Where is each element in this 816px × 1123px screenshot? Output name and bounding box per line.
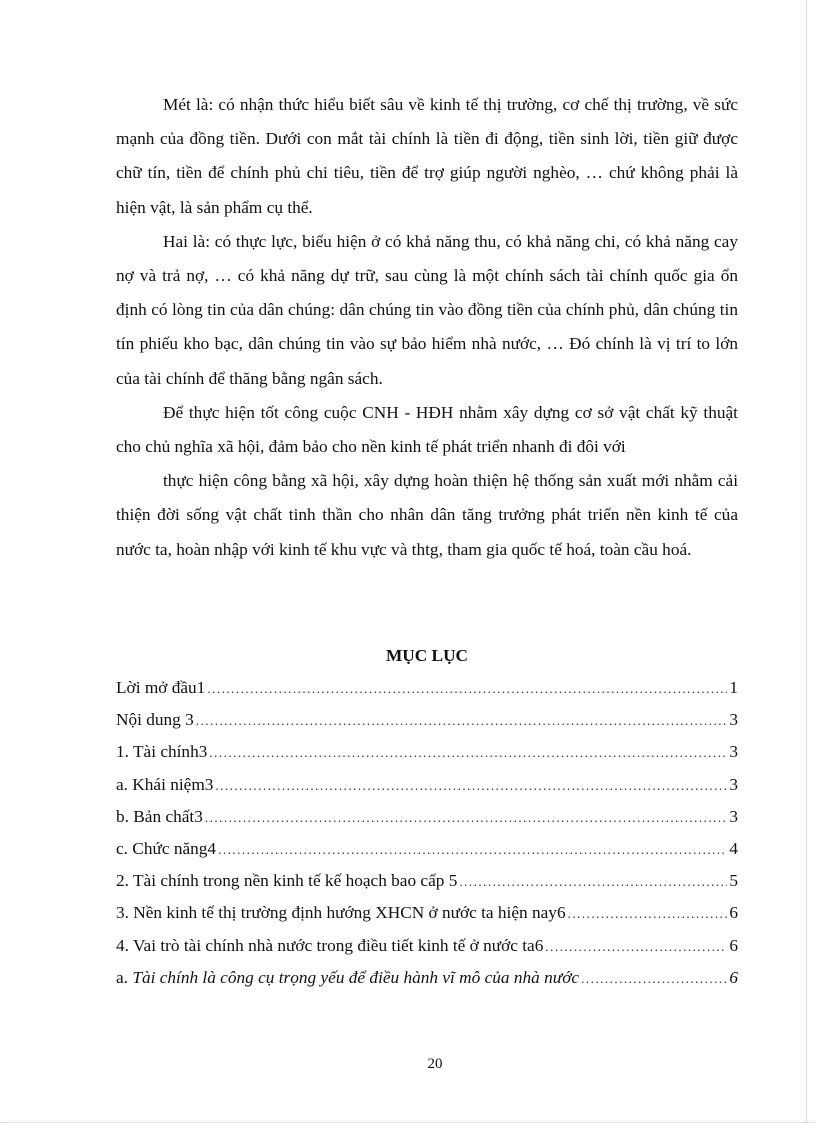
page-number: 20 bbox=[427, 1056, 443, 1072]
toc-entry[interactable] bbox=[116, 706, 738, 738]
toc-entry[interactable] bbox=[116, 835, 738, 867]
toc-entry[interactable] bbox=[116, 771, 738, 803]
toc-entry-page: 4 bbox=[729, 838, 738, 858]
toc-entry-page: 1 bbox=[729, 678, 738, 697]
toc-entry-page: 5 bbox=[729, 871, 738, 891]
toc-entry-subsection[interactable] bbox=[116, 964, 738, 996]
toc-entry-label: 2. Tài chính trong nền kinh tế kế hoạch bao cấp 5 bbox=[116, 871, 458, 891]
toc-entry-label: a. Khái niệm3 bbox=[116, 774, 214, 794]
toc-entry[interactable] bbox=[116, 867, 738, 899]
toc-entry[interactable] bbox=[116, 932, 738, 964]
toc-entry-prefix: a. bbox=[116, 967, 128, 987]
toc-entry-page: 3 bbox=[729, 774, 738, 794]
toc-entry[interactable] bbox=[116, 803, 738, 835]
paragraph-2: Hai là: có thực lực, biểu hiện ở có khả năng thu, có khả năng chi, có khả năng cay nợ và trả nợ, … có khả năng dự trữ, sau cùng là một chính sách tài chính quốc gia ổn định có lòng tin của dân chúng: dân chúng tin vào đồng tiền của chính phủ, dân chúng tin tín phiếu kho bạc, dân chúng tin vào sự bảo hiểm nhà nước, … Đó chính là vị trí to lớn của tài chính để thăng bằng ngân sách. bbox=[116, 231, 738, 388]
toc-leader-dots bbox=[207, 675, 727, 703]
toc-entry[interactable] bbox=[116, 738, 738, 770]
toc-leader-dots bbox=[205, 804, 727, 832]
toc-leader-dots bbox=[568, 900, 728, 928]
toc-entry-page: 6 bbox=[729, 903, 738, 923]
paragraph-3: Để thực hiện tốt công cuộc CNH - HĐH nhằm xây dựng cơ sở vật chất kỹ thuật cho chủ nghĩa xã hội, đảm bảo cho nền kinh tế phát triển nhanh đi đôi với bbox=[116, 402, 738, 457]
table-of-contents bbox=[116, 674, 738, 996]
toc-entry-page: 6 bbox=[729, 935, 738, 955]
paragraph-1: Mét là: có nhận thức hiểu biết sâu về kinh tế thị trường, cơ chế thị trường, về sức mạnh của đồng tiền. Dưới con mắt tài chính là tiền đi động, tiền sinh lời, tiền giữ được chữ tín, tiền để chính phủ chi tiêu, tiền để trợ giúp người nghèo, … chứ không phải là hiện vật, là sản phẩm cụ thể. bbox=[116, 95, 738, 217]
toc-leader-dots bbox=[581, 965, 727, 993]
toc-leader-dots bbox=[215, 772, 727, 800]
toc-entry-label: Tài chính là công cụ trọng yếu để điều hành vĩ mô của nhà nước bbox=[132, 967, 580, 987]
toc-leader-dots bbox=[209, 739, 727, 767]
page-edge-right bbox=[806, 0, 807, 1123]
toc-entry-label: 1. Tài chính3 bbox=[116, 742, 208, 762]
toc-entry[interactable] bbox=[116, 899, 738, 931]
toc-entry-label: c. Chức năng4 bbox=[116, 838, 217, 858]
toc-entry-label: Lời mở đầu1 bbox=[116, 678, 206, 697]
toc-entry[interactable] bbox=[116, 674, 738, 706]
toc-leader-dots bbox=[196, 707, 728, 735]
toc-leader-dots bbox=[459, 868, 727, 896]
paragraph-4: thực hiện công bằng xã hội, xây dựng hoàn thiện hệ thống sản xuất mới nhằm cải thiện đời sống vật chất tinh thần cho nhân dân tăng trưởng phát triển nền kinh tế của nước ta, hoàn nhập với kinh tế khu vực và thtg, tham gia quốc tế hoá, toàn cầu hoá. bbox=[116, 471, 738, 559]
toc-entry-label: b. Bản chất3 bbox=[116, 806, 203, 826]
toc-entry-label: Nội dung 3 bbox=[116, 710, 194, 730]
toc-leader-dots bbox=[545, 933, 727, 961]
toc-entry-page: 3 bbox=[729, 806, 738, 826]
toc-entry-label: 3. Nền kinh tế thị trường định hướng XHCN ở nước ta hiện nay6 bbox=[116, 903, 566, 923]
toc-entry-label: 4. Vai trò tài chính nhà nước trong điều tiết kinh tế ở nước ta6 bbox=[116, 935, 544, 955]
toc-entry-page: 6 bbox=[729, 967, 738, 987]
toc-entry-page: 3 bbox=[729, 710, 738, 730]
body-text bbox=[116, 88, 738, 567]
toc-leader-dots bbox=[218, 836, 727, 864]
toc-title: MỤC LỤC bbox=[385, 646, 469, 665]
toc-entry-page: 3 bbox=[729, 742, 738, 762]
